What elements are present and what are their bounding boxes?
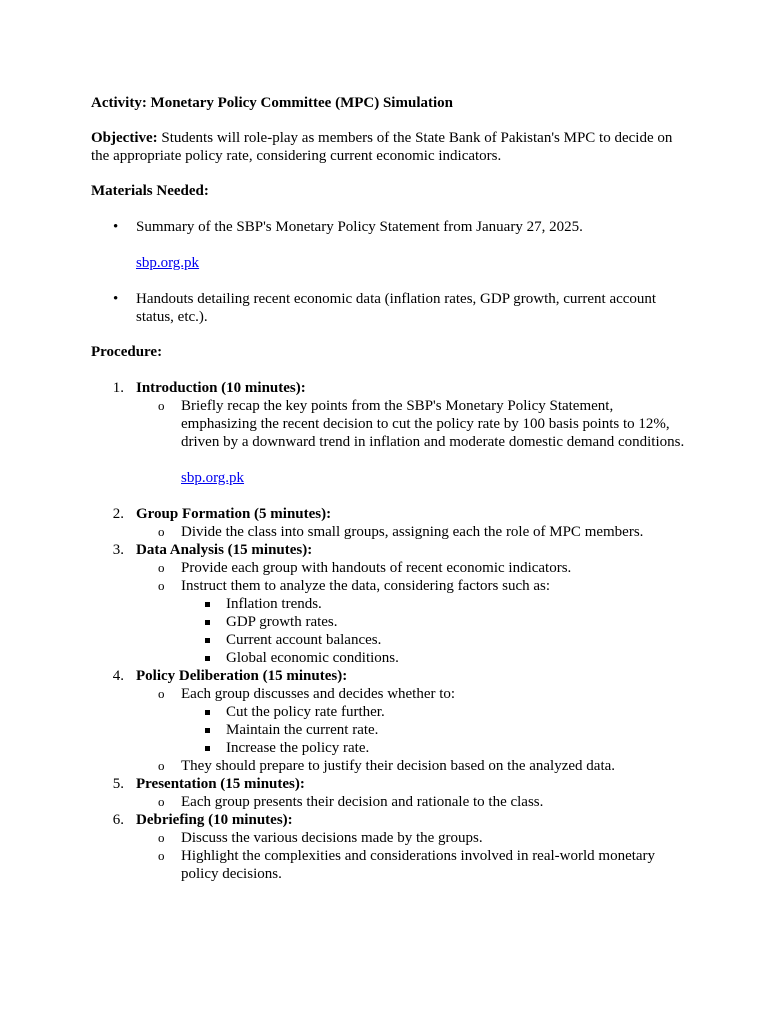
factor-text: Inflation trends.	[226, 596, 322, 612]
step-title: Data Analysis (15 minutes):	[136, 542, 313, 558]
square-bullet-icon	[205, 710, 210, 715]
procedure-step	[91, 667, 691, 775]
factor-item	[181, 631, 691, 649]
step-number: 3.	[112, 542, 124, 558]
factor-item	[181, 613, 691, 631]
step-sublist	[136, 685, 691, 775]
step-subitem	[136, 523, 691, 541]
materials-item-text: Handouts detailing recent economic data (inflation rates, GDP growth, current account status, etc.).	[136, 291, 657, 325]
step-sublist	[136, 829, 691, 883]
step-sublist	[136, 523, 691, 541]
step-subitem	[136, 397, 691, 487]
document-page	[91, 94, 691, 883]
step-subitem	[136, 559, 691, 577]
factor-item	[181, 595, 691, 613]
step-subitem-text: They should prepare to justify their decision based on the analyzed data.	[181, 758, 616, 774]
step-subitem-text: Each group discusses and decides whether to:	[181, 686, 456, 702]
circle-bullet-icon: o	[158, 830, 165, 845]
step-subitem	[136, 829, 691, 847]
step-subitem-text: Provide each group with handouts of recent economic indicators.	[181, 560, 572, 576]
square-bullet-icon	[205, 638, 210, 643]
bullet-icon: •	[113, 291, 119, 307]
square-bullet-icon	[205, 728, 210, 733]
option-text: Cut the policy rate further.	[226, 704, 385, 720]
objective-label: Objective:	[91, 130, 158, 146]
factor-text: GDP growth rates.	[226, 614, 338, 630]
step-title: Policy Deliberation (15 minutes):	[136, 668, 348, 684]
option-item	[181, 739, 691, 757]
step-number: 1.	[112, 380, 124, 396]
step-number: 6.	[112, 812, 124, 828]
step-subitem	[136, 757, 691, 775]
square-bullet-icon	[205, 620, 210, 625]
circle-bullet-icon: o	[158, 686, 165, 701]
step-subitem	[136, 685, 691, 757]
circle-bullet-icon: o	[158, 848, 165, 863]
circle-bullet-icon: o	[158, 578, 165, 593]
step-title: Debriefing (10 minutes):	[136, 812, 293, 828]
step-subitem-text: Instruct them to analyze the data, considering factors such as:	[181, 578, 551, 594]
step-subitem	[136, 577, 691, 667]
procedure-steps	[91, 379, 691, 883]
step-subitem	[136, 847, 691, 883]
objective-paragraph	[91, 129, 691, 165]
option-text: Maintain the current rate.	[226, 722, 379, 738]
procedure-heading: Procedure:	[91, 344, 163, 360]
circle-bullet-icon: o	[158, 758, 165, 773]
step-subitem-text: Discuss the various decisions made by the groups.	[181, 830, 483, 846]
step-sublist	[136, 397, 691, 487]
step-subitem-text: Highlight the complexities and considerations involved in real-world monetary policy decisions.	[181, 848, 656, 882]
option-list	[181, 703, 691, 757]
step-title: Presentation (15 minutes):	[136, 776, 305, 792]
circle-bullet-icon: o	[158, 794, 165, 809]
sbp-link[interactable]: sbp.org.pk	[181, 470, 245, 486]
square-bullet-icon	[205, 746, 210, 751]
circle-bullet-icon: o	[158, 398, 165, 413]
step-sublist	[136, 793, 691, 811]
bullet-icon: •	[113, 219, 119, 235]
step-number: 5.	[112, 776, 124, 792]
materials-item-text: Summary of the SBP's Monetary Policy Statement from January 27, 2025.	[136, 219, 583, 235]
factor-text: Global economic conditions.	[226, 650, 399, 666]
square-bullet-icon	[205, 656, 210, 661]
option-item	[181, 721, 691, 739]
materials-heading: Materials Needed:	[91, 183, 209, 199]
option-text: Increase the policy rate.	[226, 740, 370, 756]
step-sublist	[136, 559, 691, 667]
procedure-step	[91, 379, 691, 487]
step-number: 4.	[112, 668, 124, 684]
materials-item	[91, 290, 691, 326]
factor-item	[181, 649, 691, 667]
step-subitem	[136, 793, 691, 811]
procedure-step	[91, 775, 691, 811]
circle-bullet-icon: o	[158, 524, 165, 539]
option-item	[181, 703, 691, 721]
materials-list	[91, 218, 691, 326]
step-subitem-text: Divide the class into small groups, assigning each the role of MPC members.	[181, 524, 644, 540]
procedure-step	[91, 541, 691, 667]
sbp-link[interactable]: sbp.org.pk	[136, 255, 200, 271]
document-title: Activity: Monetary Policy Committee (MPC) Simulation	[91, 95, 453, 111]
procedure-step	[91, 505, 691, 541]
objective-text: Students will role-play as members of the State Bank of Pakistan's MPC to decide on the appropriate policy rate, considering current economic indicators.	[91, 130, 673, 164]
step-title: Group Formation (5 minutes):	[136, 506, 332, 522]
factor-text: Current account balances.	[226, 632, 382, 648]
step-subitem-text: Each group presents their decision and rationale to the class.	[181, 794, 544, 810]
step-title: Introduction (10 minutes):	[136, 380, 306, 396]
step-subitem-text: Briefly recap the key points from the SBP's Monetary Policy Statement, emphasizing the recent decision to cut the policy rate by 100 basis points to 12%, driven by a downward trend in inflation and moderate domestic demand conditions.	[181, 398, 685, 450]
materials-item	[91, 218, 691, 272]
factor-list	[181, 595, 691, 667]
circle-bullet-icon: o	[158, 560, 165, 575]
procedure-step	[91, 811, 691, 883]
square-bullet-icon	[205, 602, 210, 607]
step-number: 2.	[112, 506, 124, 522]
